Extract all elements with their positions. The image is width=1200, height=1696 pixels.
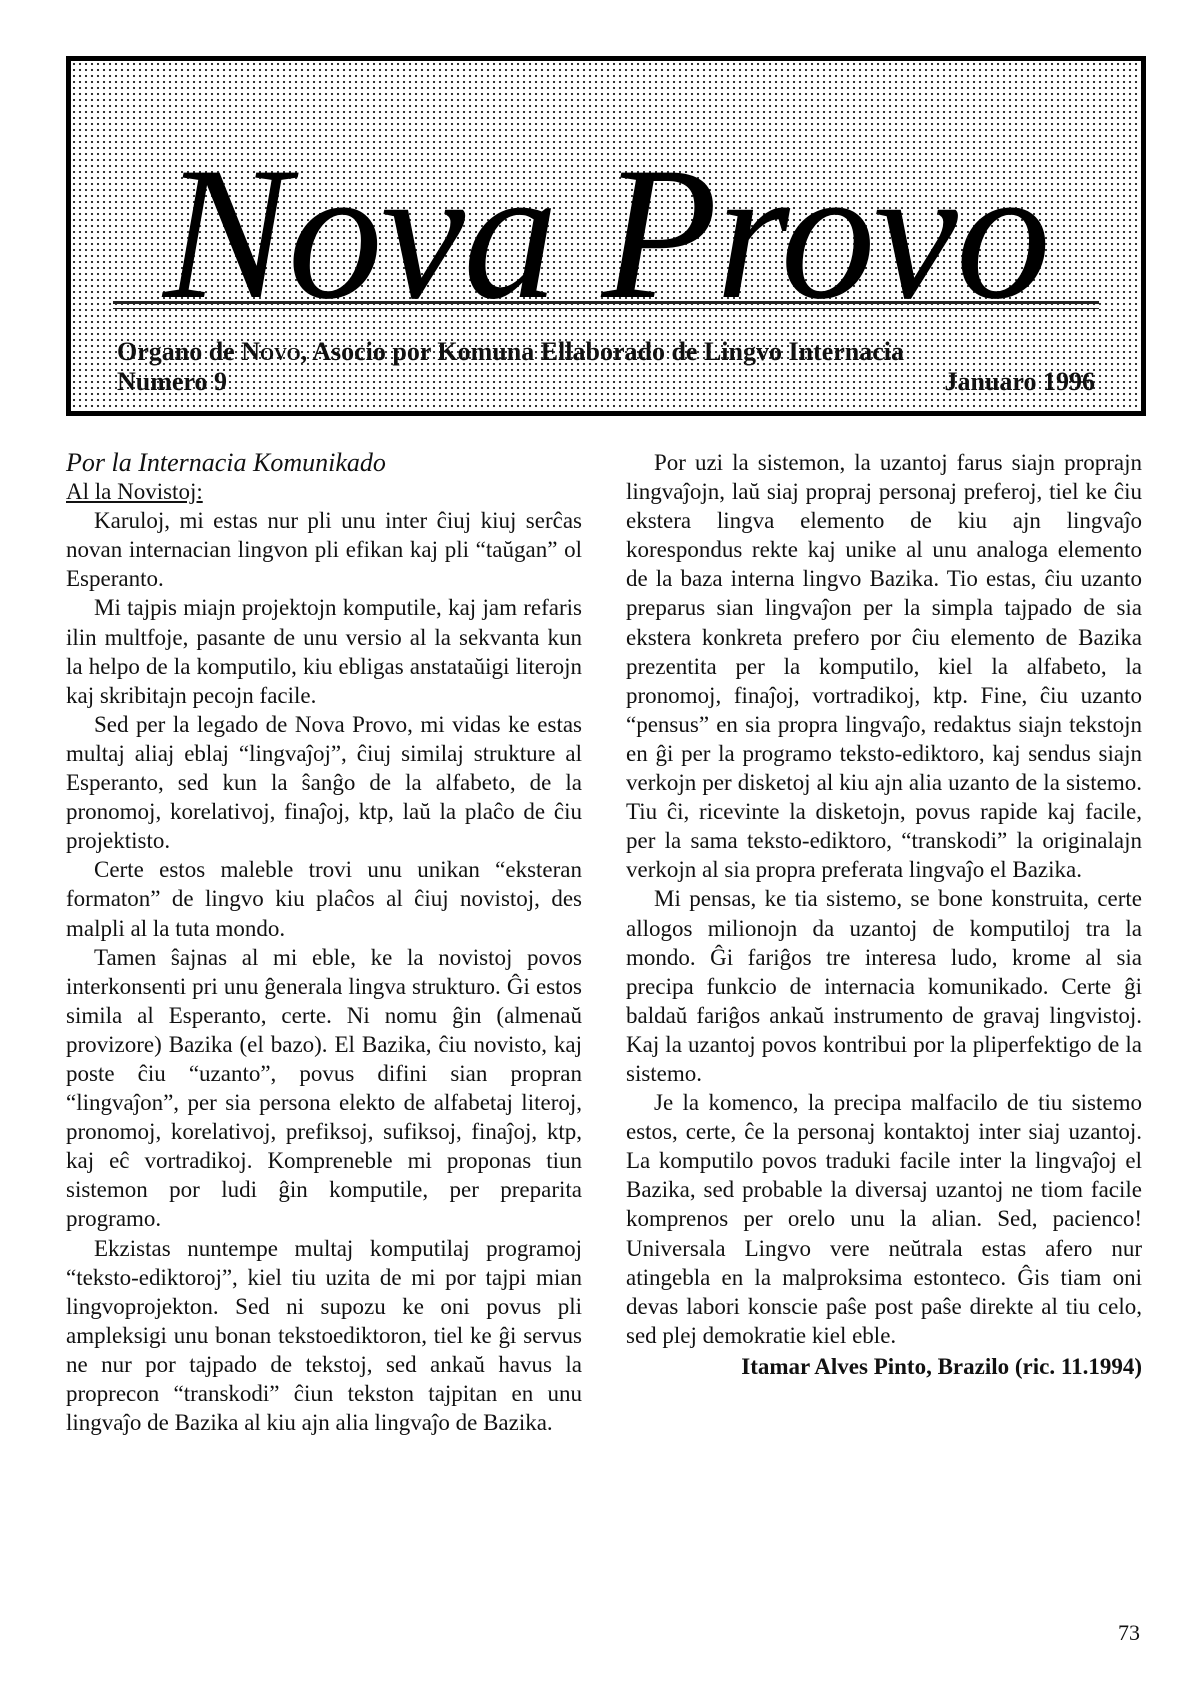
paragraph: Karuloj, mi estas nur pli unu inter ĉiuj kiuj serĉas novan internacian lingvon pli efikan kaj pli “taŭgan” ol Esperanto. <box>66 508 582 592</box>
paragraph: Mi tajpis miajn projektojn komputile, kaj jam refaris ilin multfoje, pasante de unu versio al la sekvanta kun la helpo de la komputilo, kiu ebligas anstataŭigi literojn kaj skribitajn pecojn facile. <box>66 595 582 708</box>
paragraph: Tamen ŝajnas al mi eble, ke la novistoj povos interkonsenti pri unu ĝenerala lingva strukturo. Ĝi estos simila al Esperanto, certe. Ni nomu ĝin (almenaŭ provizore) Bazika (el bazo). El Bazika, ĉiu novisto, kaj poste ĉiu “uzanto”, povus difini sian propran “lingvaĵon”, per sia persona elekto de alfabetaj literoj, pronomoj, korelativoj, prefiksoj, sufiksoj, finaĵoj, ktp, kaj eĉ vortradikoj. Kompreneble mi proponas tiun sistemon por ludi ĝin komputile, per preparita programo. <box>66 944 582 1232</box>
paragraph: Ekzistas nuntempe multaj komputilaj programoj “teksto-ediktoroj”, kiel tiu uzita de mi por tajpi mian lingvoprojekton. Sed ni supozu ke oni povus pli ampleksigi unu bonan tekstoediktoron, tiel ke ĝi servus ne nur por tajpado de tekstoj, sed ankaŭ havus la proprecon “transkodi” ĉiun tekston tajpitan en unu lingvaĵo de Bazika al kiu ajn alia lingvaĵo de Bazika. <box>66 1235 582 1436</box>
subtitle-prefix: Organo de <box>117 337 242 366</box>
right-column <box>626 448 1142 1381</box>
subtitle-org: Novo <box>241 337 301 366</box>
signature: Itamar Alves Pinto, Brazilo (ric. 11.1994) <box>741 1353 1142 1379</box>
article-heading: Por la Internacia Komunikado <box>66 448 386 477</box>
newsletter-title: Nova Provo <box>163 129 1049 339</box>
paragraph: Je la komenco, la precipa malfacilo de tiu sistemo estos, certe, ĉe la personaj kontaktoj inter siaj uzantoj. La komputilo povos traduki facile inter la lingvaĵoj el Bazika, sed probable la diversaj uzantoj ne tiom facile komprenos per orelo unu la alian. Sed, pacienco! Universala Lingvo vere neŭtrala estas afero nur atingebla en la malproksima estonteco. Ĝis tiam oni devas labori konscie paŝe post paŝe direkte al tiu celo, sed plej demokratie kiel eble. <box>626 1090 1142 1348</box>
paragraph: Certe estos maleble trovi unu unikan “eksteran formaton” de lingvo kiu plaĉos al ĉiuj novistoj, des malpli al la tuta mondo. <box>66 857 582 941</box>
masthead-subtitle <box>117 337 1095 367</box>
masthead-meta <box>117 367 1095 397</box>
masthead <box>66 56 1146 416</box>
masthead-rule <box>113 301 1099 309</box>
issue-number: Numero 9 <box>117 367 228 396</box>
paragraph: Sed per la legado de Nova Provo, mi vidas ke estas multaj aliaj eblaj “lingvaĵoj”, ĉiuj similaj strukture al Esperanto, sed kun la ŝanĝo de la alfabeto, de la pronomoj, korelativoj, finaĵoj, ktp, laŭ la plaĉo de ĉiu projektisto. <box>66 711 582 854</box>
paragraph: Mi pensas, ke tia sistemo, se bone konstruita, certe allogos milionojn da uzantoj de komputiloj tra la mondo. Ĝi fariĝos tre interesa ludo, krome al sia precipa funkcio de internacia komunikado. Certe ĝi baldaŭ fariĝos ankaŭ instrumento de gravaj lingvistoj. Kaj la uzantoj povos kontribui por la pliperfektigo de la sistemo. <box>626 886 1142 1086</box>
issue-date: Januaro 1996 <box>944 367 1095 396</box>
salutation: Al la Novistoj: <box>66 479 203 505</box>
left-column <box>66 448 582 1437</box>
paragraph: Por uzi la sistemon, la uzantoj farus siajn proprajn lingvaĵojn, laŭ siaj propraj personaj preferoj, tiel ke ĉiu ekstera lingva elemento de kiu ajn lingvaĵo korespondus rekte kaj unike al unu analoga elemento de la baza interna lingvo Bazika. Tio estas, ĉiu uzanto preparus sian lingvaĵon per la simpla tajpado de sia ekstera konkreta prefero por ĉiu elemento de Bazika prezentita per la komputilo, kiel la alfabeto, la pronomoj, finaĵoj, vortradikoj, ktp. Fine, ĉiu uzanto “pensus” en sia propra lingvaĵo, redaktus siajn tekstojn en ĝi per la programo teksto-ediktoro, kaj sendus siajn verkojn per disketoj al kiu ajn alia uzanto de la sistemo. Tiu ĉi, ricevinte la disketojn, povus rapide kaj facile, per la sama teksto-ediktoro, “transkodi” la originalajn verkojn al sia propra preferata lingvaĵo el Bazika. <box>626 450 1142 883</box>
subtitle-rest: , Asocio por Komuna Ellaborado de Lingvo Internacia <box>300 337 905 366</box>
page-number: 73 <box>1118 1620 1140 1645</box>
